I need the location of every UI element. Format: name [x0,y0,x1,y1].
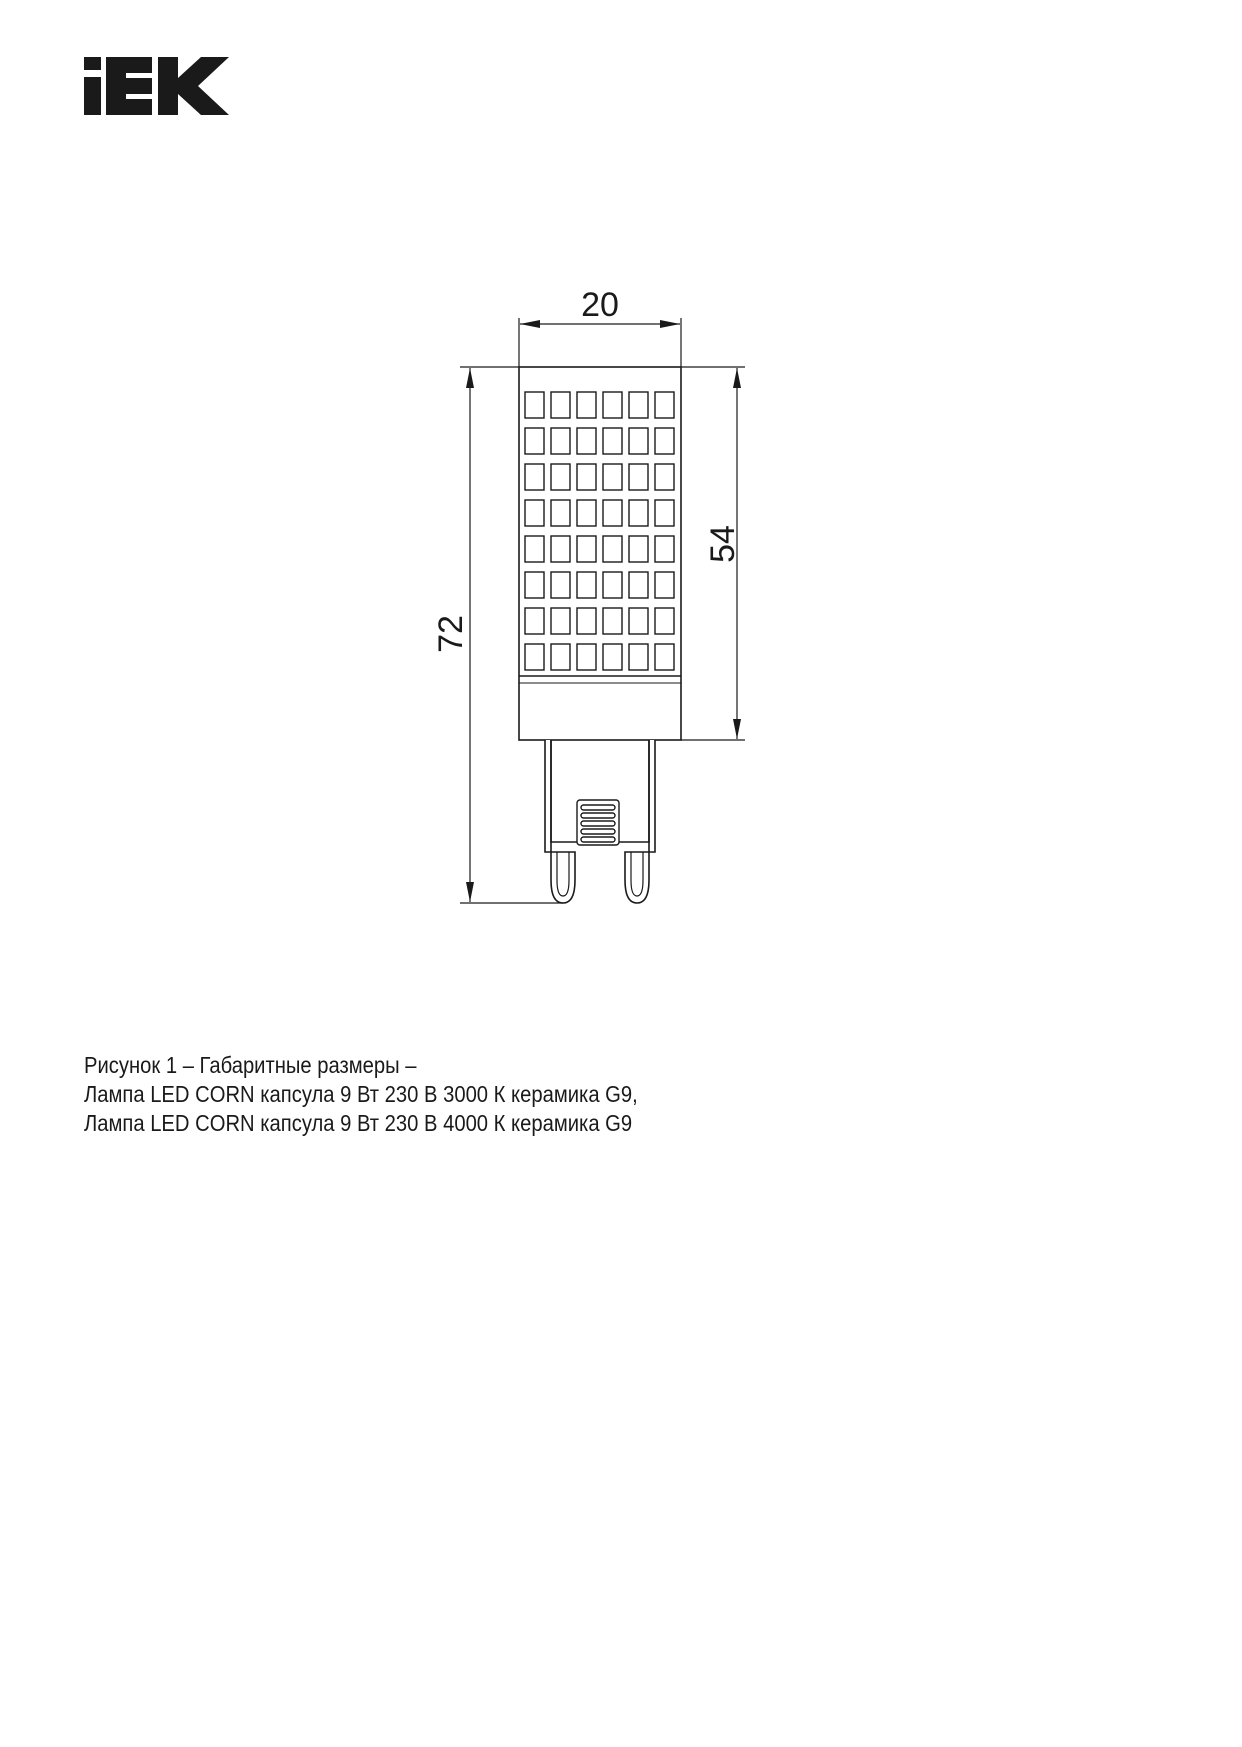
caption-title: Рисунок 1 – Габаритные размеры – [84,1052,417,1078]
led-chip [629,464,648,490]
led-chip [551,428,570,454]
led-chip [655,464,674,490]
led-chip [629,644,648,670]
led-chip [629,428,648,454]
led-chip [577,644,596,670]
led-chip [577,500,596,526]
led-chip [655,500,674,526]
led-chip [577,572,596,598]
body-height-dimension-label: 54 [704,525,742,563]
led-chip [577,536,596,562]
led-chip [603,644,622,670]
led-chip [655,608,674,634]
led-chip [655,428,674,454]
led-chip [603,608,622,634]
led-chip [551,572,570,598]
led-chip [655,644,674,670]
led-chip [629,536,648,562]
led-chip [551,464,570,490]
caption-product-4000k: Лампа LED CORN капсула 9 Вт 230 В 4000 К керамика G9 [84,1110,633,1136]
led-chip [551,392,570,418]
led-chip [603,572,622,598]
led-chip [525,392,544,418]
led-chip [629,608,648,634]
led-chip [603,500,622,526]
width-dimension [519,318,681,367]
led-chip [629,572,648,598]
led-chip [551,536,570,562]
led-chip [603,536,622,562]
led-chip [603,428,622,454]
led-chip [551,644,570,670]
caption-product-3000k: Лампа LED CORN капсула 9 Вт 230 В 3000 К керамика G9, [84,1081,638,1107]
led-chip [655,392,674,418]
led-chip [603,464,622,490]
led-chip [525,644,544,670]
led-chip [655,536,674,562]
led-chip [629,392,648,418]
led-chip [577,608,596,634]
led-chip [525,428,544,454]
led-chip [655,572,674,598]
total-height-dimension-label: 72 [432,615,470,653]
width-dimension-label: 20 [581,286,619,324]
led-chip [525,608,544,634]
led-chip [577,392,596,418]
led-chip [525,572,544,598]
led-chip [629,500,648,526]
led-chip [525,464,544,490]
led-chip [551,500,570,526]
led-chip [577,464,596,490]
led-chip [603,392,622,418]
led-chip [525,500,544,526]
led-chip [551,608,570,634]
led-chip [525,536,544,562]
figure-caption [84,1051,638,1138]
center-connector [577,800,619,845]
led-chip [577,428,596,454]
